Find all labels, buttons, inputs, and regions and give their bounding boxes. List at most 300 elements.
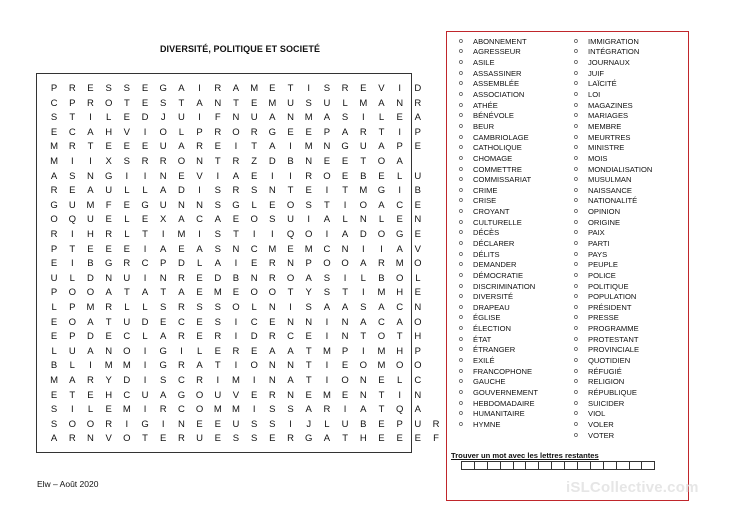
grid-cell: T xyxy=(142,433,148,445)
grid-cell: S xyxy=(232,433,240,445)
bullet-icon: o xyxy=(459,293,463,301)
grid-cell: I xyxy=(70,229,74,240)
grid-cell: X xyxy=(105,156,112,167)
grid-cell: M xyxy=(322,389,331,401)
footer-author-date: Elw – Août 2020 xyxy=(37,479,99,489)
grid-cell: S xyxy=(360,302,367,313)
grid-cell: F xyxy=(214,112,221,124)
word-label: VIOL xyxy=(588,409,606,419)
word-label: CRISE xyxy=(473,196,497,206)
word-list-item xyxy=(574,291,652,302)
grid-cell: N xyxy=(232,243,240,255)
grid-cell: A xyxy=(178,83,185,94)
grid-cell: U xyxy=(87,214,94,226)
grid-cell: D xyxy=(414,83,422,94)
grid-cell: F xyxy=(433,433,439,445)
word-label: COMMISSARIAT xyxy=(473,175,532,185)
grid-cell: M xyxy=(86,302,95,313)
answer-letter-box[interactable] xyxy=(641,461,655,470)
word-list-item xyxy=(574,196,652,207)
grid-cell: E xyxy=(178,243,185,255)
grid-cell: N xyxy=(341,331,349,343)
grid-cell: N xyxy=(268,302,276,313)
grid-cell: N xyxy=(268,375,276,386)
word-label: DRAPEAU xyxy=(473,302,510,312)
word-label: RÉFUGIÉ xyxy=(588,366,622,376)
grid-cell: A xyxy=(232,170,240,182)
grid-cell: M xyxy=(359,97,368,109)
grid-cell: T xyxy=(142,229,148,240)
grid-cell: R xyxy=(68,141,76,153)
grid-cell: E xyxy=(232,214,240,226)
word-label: DIVERSITÉ xyxy=(473,292,514,302)
grid-cell: I xyxy=(343,199,347,211)
bullet-icon: o xyxy=(574,431,578,439)
grid-cell: A xyxy=(269,141,276,153)
grid-cell: P xyxy=(396,141,403,153)
grid-cell: I xyxy=(307,83,311,94)
grid-cell: H xyxy=(359,433,367,445)
grid-cell: E xyxy=(105,404,112,416)
grid-cell: E xyxy=(214,433,221,445)
answer-letter-box[interactable] xyxy=(500,461,514,470)
grid-cell: I xyxy=(70,404,74,416)
grid-cell: A xyxy=(341,126,349,138)
grid-cell: E xyxy=(378,418,385,430)
grid-cell: A xyxy=(341,229,349,240)
grid-cell: A xyxy=(414,404,422,416)
grid-cell: V xyxy=(196,170,203,182)
word-list-item xyxy=(459,89,538,100)
grid-cell: B xyxy=(360,170,367,182)
grid-cell: R xyxy=(232,156,240,167)
grid-cell: E xyxy=(50,258,58,270)
grid-cell: C xyxy=(177,404,185,416)
bullet-icon: o xyxy=(459,154,463,162)
bullet-icon: o xyxy=(459,314,463,322)
grid-cell: L xyxy=(324,418,330,430)
word-list-item xyxy=(459,121,538,132)
grid-cell: U xyxy=(159,199,167,211)
word-list-item xyxy=(574,366,652,377)
grid-cell: I xyxy=(271,229,274,240)
word-list-item xyxy=(574,270,652,281)
grid-cell: T xyxy=(342,287,348,299)
grid-cell: N xyxy=(196,156,204,167)
grid-cell: A xyxy=(378,199,385,211)
bullet-icon: o xyxy=(459,37,463,45)
word-list-item xyxy=(459,206,538,217)
grid-cell: T xyxy=(69,389,76,401)
answer-letter-box[interactable] xyxy=(564,461,578,470)
grid-cell: S xyxy=(305,97,312,109)
bullet-icon: o xyxy=(574,197,578,205)
word-label: MEMBRE xyxy=(588,121,622,131)
grid-cell: R xyxy=(378,258,385,270)
grid-cell: M xyxy=(304,141,313,153)
grid-cell: T xyxy=(214,156,221,167)
grid-cell: O xyxy=(323,258,331,270)
word-label: RÉPUBLIQUE xyxy=(588,387,637,397)
grid-cell: E xyxy=(269,316,276,328)
grid-cell: P xyxy=(160,258,167,270)
grid-cell: M xyxy=(268,97,277,109)
answer-letter-box[interactable] xyxy=(474,461,488,470)
word-label: QUOTIDIEN xyxy=(588,356,631,366)
grid-cell: O xyxy=(195,404,204,416)
grid-cell: E xyxy=(414,229,422,240)
grid-cell: T xyxy=(287,287,294,299)
grid-cell: O xyxy=(250,360,258,372)
grid-cell: U xyxy=(232,418,240,430)
grid-cell: C xyxy=(396,302,404,313)
grid-cell: N xyxy=(159,272,167,284)
grid-cell: P xyxy=(50,83,58,94)
grid-cell: R xyxy=(87,97,94,109)
grid-cell: S xyxy=(269,418,276,430)
grid-cell: L xyxy=(378,112,385,124)
grid-cell: E xyxy=(160,316,167,328)
word-list-item xyxy=(459,132,538,143)
grid-cell: M xyxy=(304,243,313,255)
grid-cell: T xyxy=(251,141,258,153)
word-list-item xyxy=(574,387,652,398)
grid-cell: L xyxy=(397,375,403,386)
grid-cell: S xyxy=(250,185,258,197)
grid-cell: S xyxy=(305,199,312,211)
grid-cell: G xyxy=(104,170,113,182)
word-list-item xyxy=(574,185,652,196)
grid-cell: S xyxy=(214,199,221,211)
grid-cell: T xyxy=(123,97,130,109)
grid-cell: O xyxy=(232,302,240,313)
word-list-item xyxy=(459,164,538,175)
grid-cell: E xyxy=(269,199,276,211)
grid-cell: T xyxy=(305,345,312,357)
bullet-icon: o xyxy=(574,176,578,184)
grid-cell: R xyxy=(341,83,349,94)
grid-cell: L xyxy=(196,258,203,270)
grid-cell: L xyxy=(397,170,403,182)
bullet-icon: o xyxy=(459,48,463,56)
grid-cell: E xyxy=(196,331,203,343)
grid-cell: E xyxy=(232,287,240,299)
grid-cell: T xyxy=(305,360,312,372)
grid-cell: S xyxy=(160,97,167,109)
word-label: CROYANT xyxy=(473,207,510,217)
grid-cell: R xyxy=(105,418,113,430)
word-label: ATHÉE xyxy=(473,100,498,110)
grid-cell: A xyxy=(287,375,294,386)
grid-cell: E xyxy=(105,214,112,226)
grid-cell: C xyxy=(396,199,404,211)
grid-cell: G xyxy=(104,258,113,270)
answer-letter-box[interactable] xyxy=(629,461,643,470)
grid-cell: D xyxy=(177,185,185,197)
grid-cell: U xyxy=(177,112,185,124)
grid-cell: B xyxy=(50,360,58,372)
word-label: ASILE xyxy=(473,58,495,68)
grid-cell: E xyxy=(214,345,221,357)
grid-cell: A xyxy=(196,97,203,109)
grid-cell: M xyxy=(377,287,386,299)
grid-cell: A xyxy=(396,316,403,328)
grid-cell: M xyxy=(50,141,59,153)
grid-cell: E xyxy=(378,170,385,182)
grid-cell: U xyxy=(414,170,422,182)
grid-cell: B xyxy=(414,185,422,197)
bullet-icon: o xyxy=(574,282,578,290)
grid-cell: T xyxy=(396,331,403,343)
grid-cell: I xyxy=(143,126,147,138)
grid-cell: U xyxy=(50,272,58,284)
grid-cell: O xyxy=(341,375,349,386)
bullet-icon: o xyxy=(459,346,463,354)
grid-cell: S xyxy=(196,302,203,313)
word-label: IMMIGRATION xyxy=(588,36,639,46)
grid-cell: I xyxy=(125,418,129,430)
grid-cell: U xyxy=(159,141,167,153)
bullet-icon: o xyxy=(459,133,463,141)
grid-cell: I xyxy=(289,418,292,430)
grid-cell: A xyxy=(178,141,185,153)
grid-cell: O xyxy=(232,126,240,138)
grid-cell: A xyxy=(50,433,58,445)
grid-cell: P xyxy=(50,287,58,299)
answer-letter-box[interactable] xyxy=(577,461,591,470)
word-list-item xyxy=(574,430,652,441)
grid-cell: P xyxy=(50,243,58,255)
grid-cell: R xyxy=(214,126,222,138)
grid-cell: E xyxy=(50,389,58,401)
grid-cell: R xyxy=(159,156,167,167)
grid-cell: A xyxy=(160,389,167,401)
grid-cell: S xyxy=(160,302,167,313)
grid-cell: R xyxy=(323,404,331,416)
grid-cell: I xyxy=(143,375,147,386)
grid-cell: R xyxy=(414,97,422,109)
grid-cell: L xyxy=(415,272,421,284)
grid-cell: G xyxy=(159,360,167,372)
grid-cell: N xyxy=(341,243,349,255)
grid-cell: L xyxy=(51,302,57,313)
grid-cell: L xyxy=(106,112,112,124)
grid-cell: R xyxy=(87,375,94,386)
grid-cell: E xyxy=(123,112,131,124)
word-label: PROTESTANT xyxy=(588,334,639,344)
bullet-icon: o xyxy=(459,101,463,109)
grid-cell: E xyxy=(269,83,276,94)
grid-cell: L xyxy=(196,345,203,357)
grid-cell: E xyxy=(323,156,331,167)
word-list-item xyxy=(459,259,538,270)
grid-cell: R xyxy=(50,185,58,197)
word-list-item xyxy=(574,313,652,324)
grid-cell: A xyxy=(196,360,203,372)
grid-cell: O xyxy=(395,272,404,284)
grid-cell: T xyxy=(233,97,239,109)
bullet-icon: o xyxy=(459,208,463,216)
word-list-item xyxy=(459,377,538,388)
bullet-icon: o xyxy=(574,186,578,194)
bullet-icon: o xyxy=(459,261,463,269)
grid-cell: R xyxy=(177,302,185,313)
bullet-icon: o xyxy=(459,229,463,237)
answer-letter-box[interactable] xyxy=(461,461,475,470)
grid-cell: S xyxy=(269,214,276,226)
grid-cell: E xyxy=(123,141,131,153)
grid-cell: L xyxy=(124,229,130,240)
grid-cell: O xyxy=(286,272,295,284)
grid-cell: I xyxy=(89,156,92,167)
word-list-item xyxy=(574,132,652,143)
grid-cell: I xyxy=(325,331,329,343)
bullet-icon: o xyxy=(459,144,463,152)
grid-cell: E xyxy=(287,126,294,138)
word-list-item xyxy=(459,313,538,324)
word-label: GOUVERNEMENT xyxy=(473,387,538,397)
grid-cell: A xyxy=(232,83,240,94)
grid-cell: L xyxy=(142,302,148,313)
grid-cell: E xyxy=(414,287,422,299)
word-list-item xyxy=(574,79,652,90)
grid-cell: R xyxy=(250,126,258,138)
bullet-icon: o xyxy=(574,154,578,162)
answer-letter-box[interactable] xyxy=(525,461,539,470)
grid-cell: I xyxy=(234,360,238,372)
answer-letter-box[interactable] xyxy=(487,461,501,470)
word-label: FRANCOPHONE xyxy=(473,366,533,376)
bullet-icon: o xyxy=(459,186,463,194)
word-label: POPULATION xyxy=(588,292,637,302)
grid-cell: P xyxy=(69,302,76,313)
grid-cell: Q xyxy=(286,229,295,240)
grid-cell: R xyxy=(268,331,276,343)
grid-cell: R xyxy=(305,170,313,182)
grid-cell: T xyxy=(178,97,185,109)
grid-cell: I xyxy=(234,316,238,328)
bullet-icon: o xyxy=(459,91,463,99)
grid-cell: R xyxy=(287,433,294,445)
word-list-item xyxy=(459,281,538,292)
bullet-icon: o xyxy=(459,80,463,88)
grid-cell: E xyxy=(105,243,112,255)
grid-cell: L xyxy=(142,331,148,343)
grid-cell: R xyxy=(68,83,76,94)
grid-cell: M xyxy=(322,345,331,357)
grid-cell: S xyxy=(269,404,276,416)
grid-cell: E xyxy=(414,141,422,153)
word-label: LAÏCITÉ xyxy=(588,79,617,89)
word-list-item xyxy=(574,217,652,228)
grid-cell: E xyxy=(396,433,403,445)
grid-cell: N xyxy=(214,97,222,109)
grid-cell: E xyxy=(305,389,312,401)
grid-cell: E xyxy=(287,243,294,255)
grid-cell: P xyxy=(69,97,76,109)
grid-cell: B xyxy=(378,272,385,284)
grid-cell: P xyxy=(396,418,403,430)
answer-letter-box[interactable] xyxy=(590,461,604,470)
grid-cell: P xyxy=(323,126,331,138)
word-label: MAGAZINES xyxy=(588,100,633,110)
answer-letter-box[interactable] xyxy=(513,461,527,470)
word-label: DÉLITS xyxy=(473,249,500,259)
word-label: BEUR xyxy=(473,121,495,131)
grid-cell: P xyxy=(414,345,422,357)
bullet-icon: o xyxy=(574,261,578,269)
grid-cell: G xyxy=(232,199,240,211)
grid-cell: E xyxy=(214,418,221,430)
word-label: HYMNE xyxy=(473,419,501,429)
word-label: ASSEMBLÉE xyxy=(473,79,520,89)
word-label: VOLER xyxy=(588,419,614,429)
bullet-icon: o xyxy=(459,303,463,311)
grid-cell: Y xyxy=(305,287,312,299)
word-label: PEUPLE xyxy=(588,260,618,270)
word-label: AGRESSEUR xyxy=(473,47,521,57)
grid-cell: U xyxy=(414,418,422,430)
grid-cell: A xyxy=(141,287,149,299)
bullet-icon: o xyxy=(574,101,578,109)
grid-cell: I xyxy=(361,345,365,357)
answer-letter-box[interactable] xyxy=(551,461,565,470)
word-label: DÉCLARER xyxy=(473,238,515,248)
grid-cell: V xyxy=(378,83,385,94)
grid-cell: T xyxy=(378,404,385,416)
grid-cell: E xyxy=(360,83,367,94)
bullet-icon: o xyxy=(574,367,578,375)
word-list-item xyxy=(574,345,652,356)
word-label: COMMETTRE xyxy=(473,164,522,174)
grid-cell: E xyxy=(69,185,76,197)
grid-cell: G xyxy=(159,345,167,357)
grid-cell: R xyxy=(68,433,76,445)
grid-cell: T xyxy=(360,331,367,343)
word-label: ÉTRANGER xyxy=(473,345,516,355)
grid-cell: A xyxy=(160,185,167,197)
grid-cell: M xyxy=(304,112,313,124)
grid-cell: G xyxy=(305,433,313,445)
bullet-icon: o xyxy=(574,239,578,247)
grid-cell: I xyxy=(234,141,238,153)
answer-letter-box[interactable] xyxy=(616,461,630,470)
word-list-item xyxy=(574,121,652,132)
grid-cell: Q xyxy=(68,214,76,226)
grid-cell: A xyxy=(414,112,422,124)
bullet-icon: o xyxy=(459,112,463,120)
word-label: CHOMAGE xyxy=(473,153,513,163)
grid-cell: O xyxy=(177,156,186,167)
grid-cell: O xyxy=(250,214,258,226)
grid-cell: H xyxy=(87,229,94,240)
grid-cell: E xyxy=(196,272,203,284)
word-list-item xyxy=(574,47,652,58)
grid-cell: S xyxy=(287,404,294,416)
grid-cell: O xyxy=(414,360,422,372)
bullet-icon: o xyxy=(574,112,578,120)
answer-letter-box[interactable] xyxy=(603,461,617,470)
word-list-item xyxy=(459,302,538,313)
word-label: MINISTRE xyxy=(588,143,625,153)
grid-cell: R xyxy=(232,345,240,357)
answer-letter-box[interactable] xyxy=(538,461,552,470)
grid-cell: S xyxy=(250,418,258,430)
grid-cell: T xyxy=(360,156,367,167)
word-label: HEBDOMADAIRE xyxy=(473,398,535,408)
word-label: PROVINCIALE xyxy=(588,345,640,355)
word-list-item xyxy=(459,345,538,356)
